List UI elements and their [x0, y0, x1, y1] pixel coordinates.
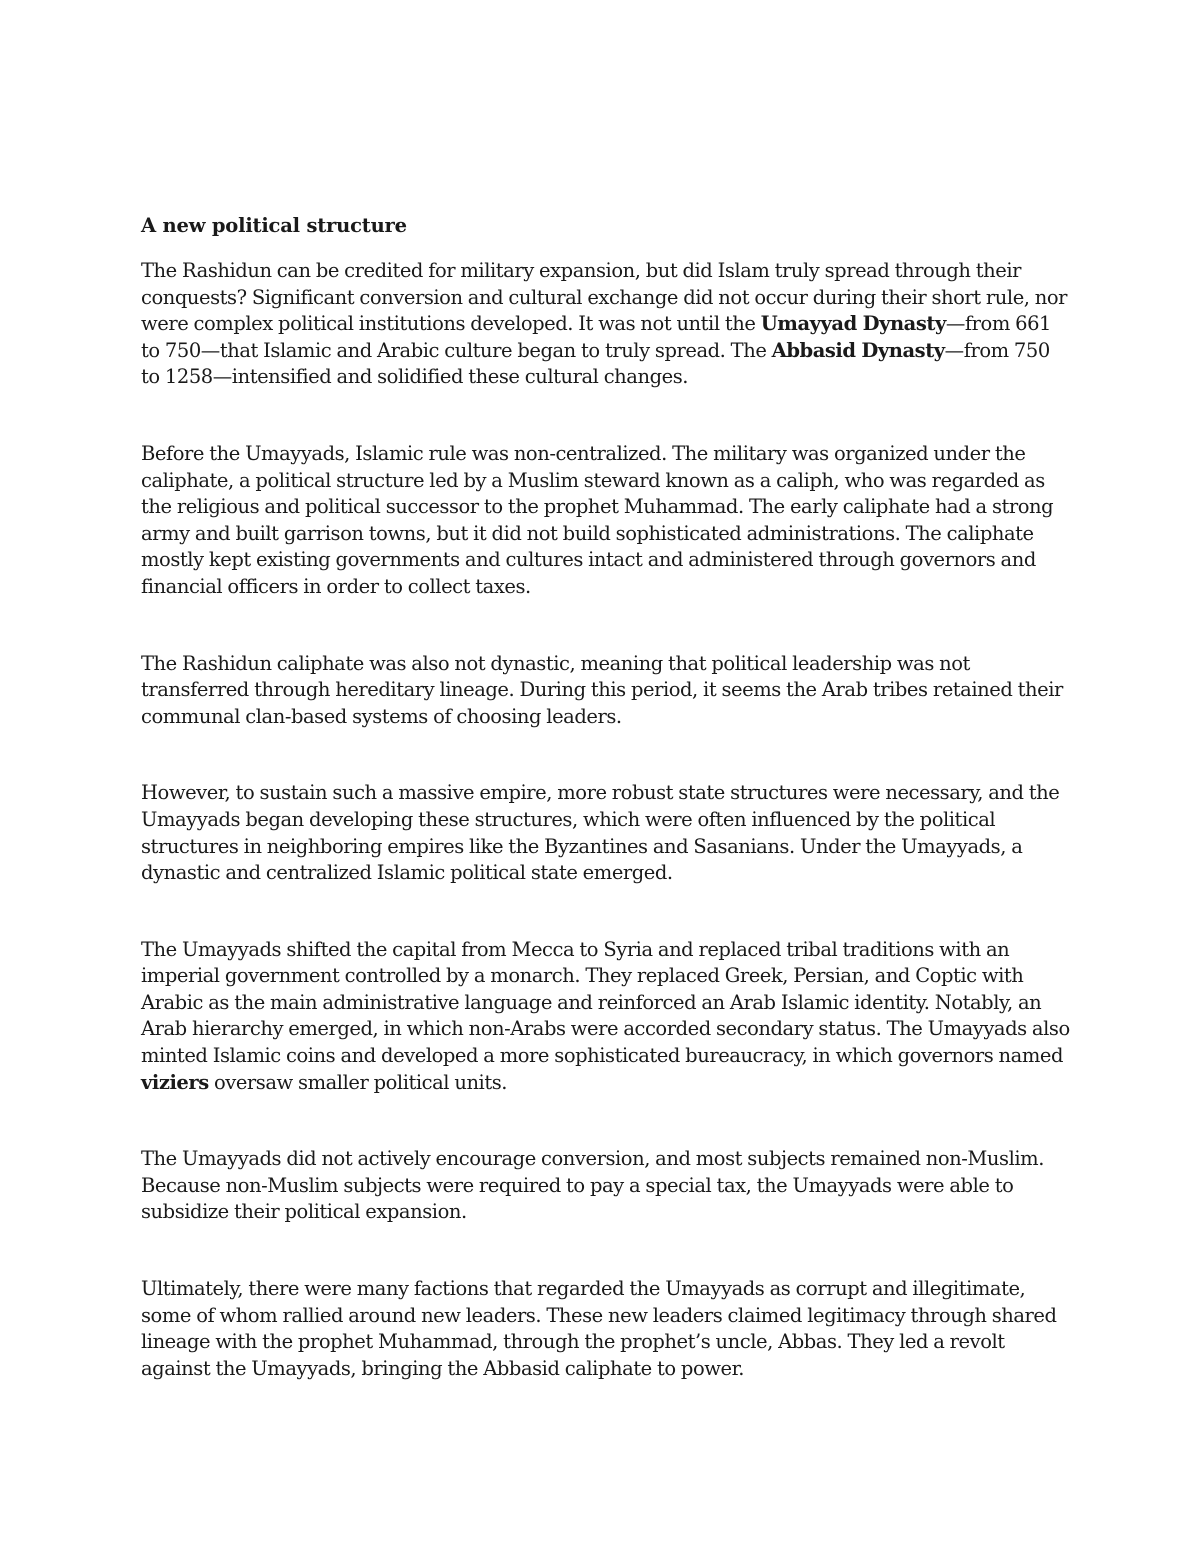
term-viziers: viziers [141, 1070, 209, 1094]
text-segment: The Rashidun caliphate was also not dynastic, meaning that political leadership was not transferred through hereditary lineage. During this period, it seems the Arab tribes retained their communal clan-based systems of choosing leaders. [141, 651, 1063, 728]
document-page [141, 212, 1071, 1382]
text-segment: The Rashidun can be credited for military expansion, but did Islam truly spread through their conquests? Significant conversion and cultural exchange did not occur during their short rule, nor were complex political institutions developed. It was not until the [141, 259, 1068, 336]
text-segment: However, to sustain such a massive empire, more robust state structures were necessary, and the Umayyads began developing these structures, which were often influenced by the political structures in neighboring empires like the Byzantines and Sasanians. Under the Umayyads, a dynastic and centralized Islamic political state emerged. [141, 781, 1060, 885]
paragraph-2 [141, 441, 1071, 601]
text-segment: —from 661 to 750—that Islamic and Arabic culture began to truly spread. The [141, 312, 1051, 362]
paragraph-3 [141, 651, 1071, 731]
text-segment: The Umayyads shifted the capital from Mecca to Syria and replaced tribal traditions with an imperial government controlled by a monarch. They replaced Greek, Persian, and Coptic with Arabic as the main administrative language and reinforced an Arab Islamic identity. Notably, an Arab hierarchy emerged, in which non-Arabs were accorded secondary status. The Umayyads also minted Islamic coins and developed a more sophisticated bureaucracy, in which governors named [141, 937, 1070, 1068]
paragraph-5 [141, 937, 1071, 1097]
text-segment: —from 750 to 1258—intensified and solidified these cultural changes. [141, 338, 1050, 389]
term-abbasid-dynasty: Abbasid Dynasty [771, 338, 945, 362]
page-title: A new political structure [141, 214, 407, 237]
paragraph-4 [141, 780, 1071, 886]
paragraph-7 [141, 1276, 1071, 1382]
text-segment: Before the Umayyads, Islamic rule was non-centralized. The military was organized under the caliphate, a political structure led by a Muslim steward known as a caliph, who was regarded as the religious and political successor to the prophet Muhammad. The early caliphate had a strong army and built garrison towns, but it did not build sophisticated administrations. The caliphate mostly kept existing governments and cultures intact and administered through governors and financial officers in order to collect taxes. [141, 441, 1054, 598]
paragraph-1 [141, 258, 1071, 391]
paragraph-6 [141, 1146, 1071, 1226]
text-segment: Ultimately, there were many factions that regarded the Umayyads as corrupt and illegitimate, some of whom rallied around new leaders. These new leaders claimed legitimacy through shared lineage with the prophet Muhammad, through the prophet’s uncle, Abbas. They led a revolt against the Umayyads, bringing the Abbasid caliphate to power. [141, 1277, 1057, 1380]
term-umayyad-dynasty: Umayyad Dynasty [760, 312, 946, 336]
text-segment: oversaw smaller political units. [208, 1070, 508, 1094]
text-segment: The Umayyads did not actively encourage conversion, and most subjects remained non-Muslim. Because non-Muslim subjects were required to pay a special tax, the Umayyads were able to subsidize their political expansion. [141, 1147, 1044, 1224]
